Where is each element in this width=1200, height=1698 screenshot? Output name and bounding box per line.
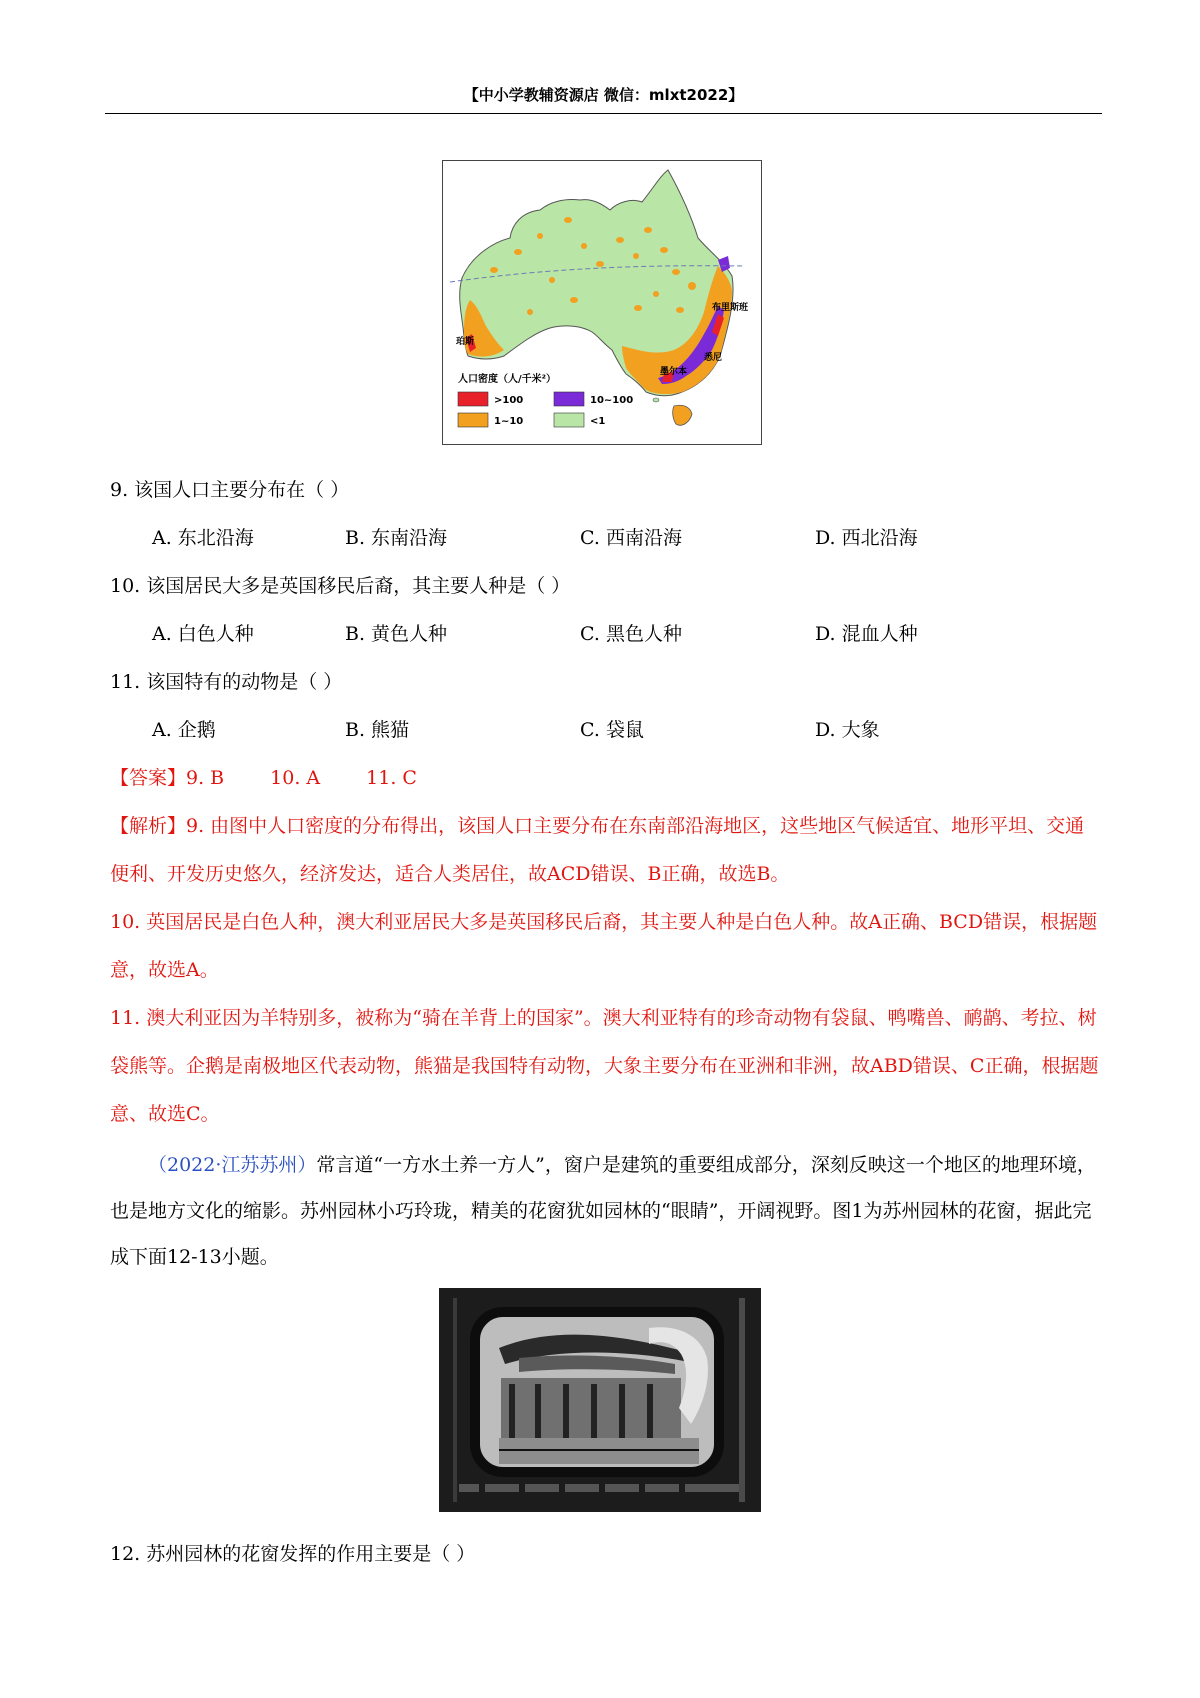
question-10-option-b: B. 黄色人种 [345,623,448,645]
analysis-q9 [110,802,1102,898]
question-11-option-a: A. 企鹅 [152,719,216,741]
city-label-brisbane: 布里斯班 [712,303,749,313]
passage [110,1142,1102,1280]
legend-label-gt100: >100 [494,395,524,406]
answer-line [110,764,417,792]
question-9-option-d: D. 西北沿海 [815,527,918,549]
garden-window-photo [439,1288,761,1512]
legend-title: 人口密度（人/千米²） [458,374,557,385]
passage-source: （2022·江苏苏州） [148,1154,317,1176]
legend-swatch-1-10 [458,413,488,427]
analysis-label: 【解析】 [110,815,187,837]
garden-window-graphic [439,1288,761,1512]
legend-swatch-gt100 [458,392,488,406]
legend-swatch-10-100 [554,392,584,406]
answer-item: 11. C [366,767,417,789]
question-9-option-a: A. 东北沿海 [152,527,254,549]
population-density-map [442,160,762,445]
question-11-option-d: D. 大象 [815,719,880,741]
city-label-melbourne: 墨尔本 [660,367,688,377]
legend-label-1-10: 1~10 [494,416,524,427]
analysis-q10: 10. 英国居民是白色人种，澳大利亚居民大多是英国移民后裔，其主要人种是白色人种。故A正确、BCD错误，根据题意，故选A。 [110,911,1098,981]
question-10-option-c: C. 黑色人种 [580,623,682,645]
city-label-sydney: 悉尼 [704,353,723,363]
question-11-option-c: C. 袋鼠 [580,719,644,741]
question-12-stem: 12. 苏州园林的花窗发挥的作用主要是（ ） [110,1543,476,1565]
city-label-perth: 珀斯 [456,337,475,347]
question-11-stem: 11. 该国特有的动物是（ ） [110,671,343,693]
answer-item: 9. B [186,767,225,789]
question-9-option-c: C. 西南沿海 [580,527,682,549]
legend-label-lt1: <1 [590,416,606,427]
legend-label-10-100: 10~100 [590,395,634,406]
passage-text: 常言道“一方水土养一方人”，窗户是建筑的重要组成部分，深刻反映这一个地区的地理环境，也是地方文化的缩影。苏州园林小巧玲珑，精美的花窗犹如园林的“眼睛”，开阔视野。图1为苏州园林的花窗，据此完成下面12-13小题。 [110,1154,1096,1268]
question-9-option-b: B. 东南沿海 [345,527,448,549]
australia-map-graphic [442,160,762,445]
legend-swatch-lt1 [554,413,584,427]
question-10-option-a: A. 白色人种 [152,623,254,645]
answer-item: 10. A [270,767,321,789]
header-rule [105,113,1102,114]
question-9-stem: 9. 该国人口主要分布在（ ） [110,479,350,501]
question-11-option-b: B. 熊猫 [345,719,410,741]
question-10-option-d: D. 混血人种 [815,623,918,645]
analysis-q11: 11. 澳大利亚因为羊特别多，被称为“骑在羊背上的国家”。澳大利亚特有的珍奇动物有袋鼠、鸭嘴兽、鸸鹋、考拉、树袋熊等。企鹅是南极地区代表动物，熊猫是我国特有动物，大象主要分布在亚洲和非洲，故ABD错误、C正确，根据题意、故选C。 [110,1007,1099,1125]
analysis-q9-text: 9. 由图中人口密度的分布得出，该国人口主要分布在东南部沿海地区，这些地区气候适宜、地形平坦、交通便利、开发历史悠久，经济发达，适合人类居住，故ACD错误、B正确，故选B。 [110,815,1085,885]
answer-label: 【答案】 [110,767,187,789]
page-header: 【中小学教辅资源店 微信：mlxt2022】 [463,86,744,104]
question-10-stem: 10. 该国居民大多是英国移民后裔，其主要人种是（ ） [110,575,571,597]
